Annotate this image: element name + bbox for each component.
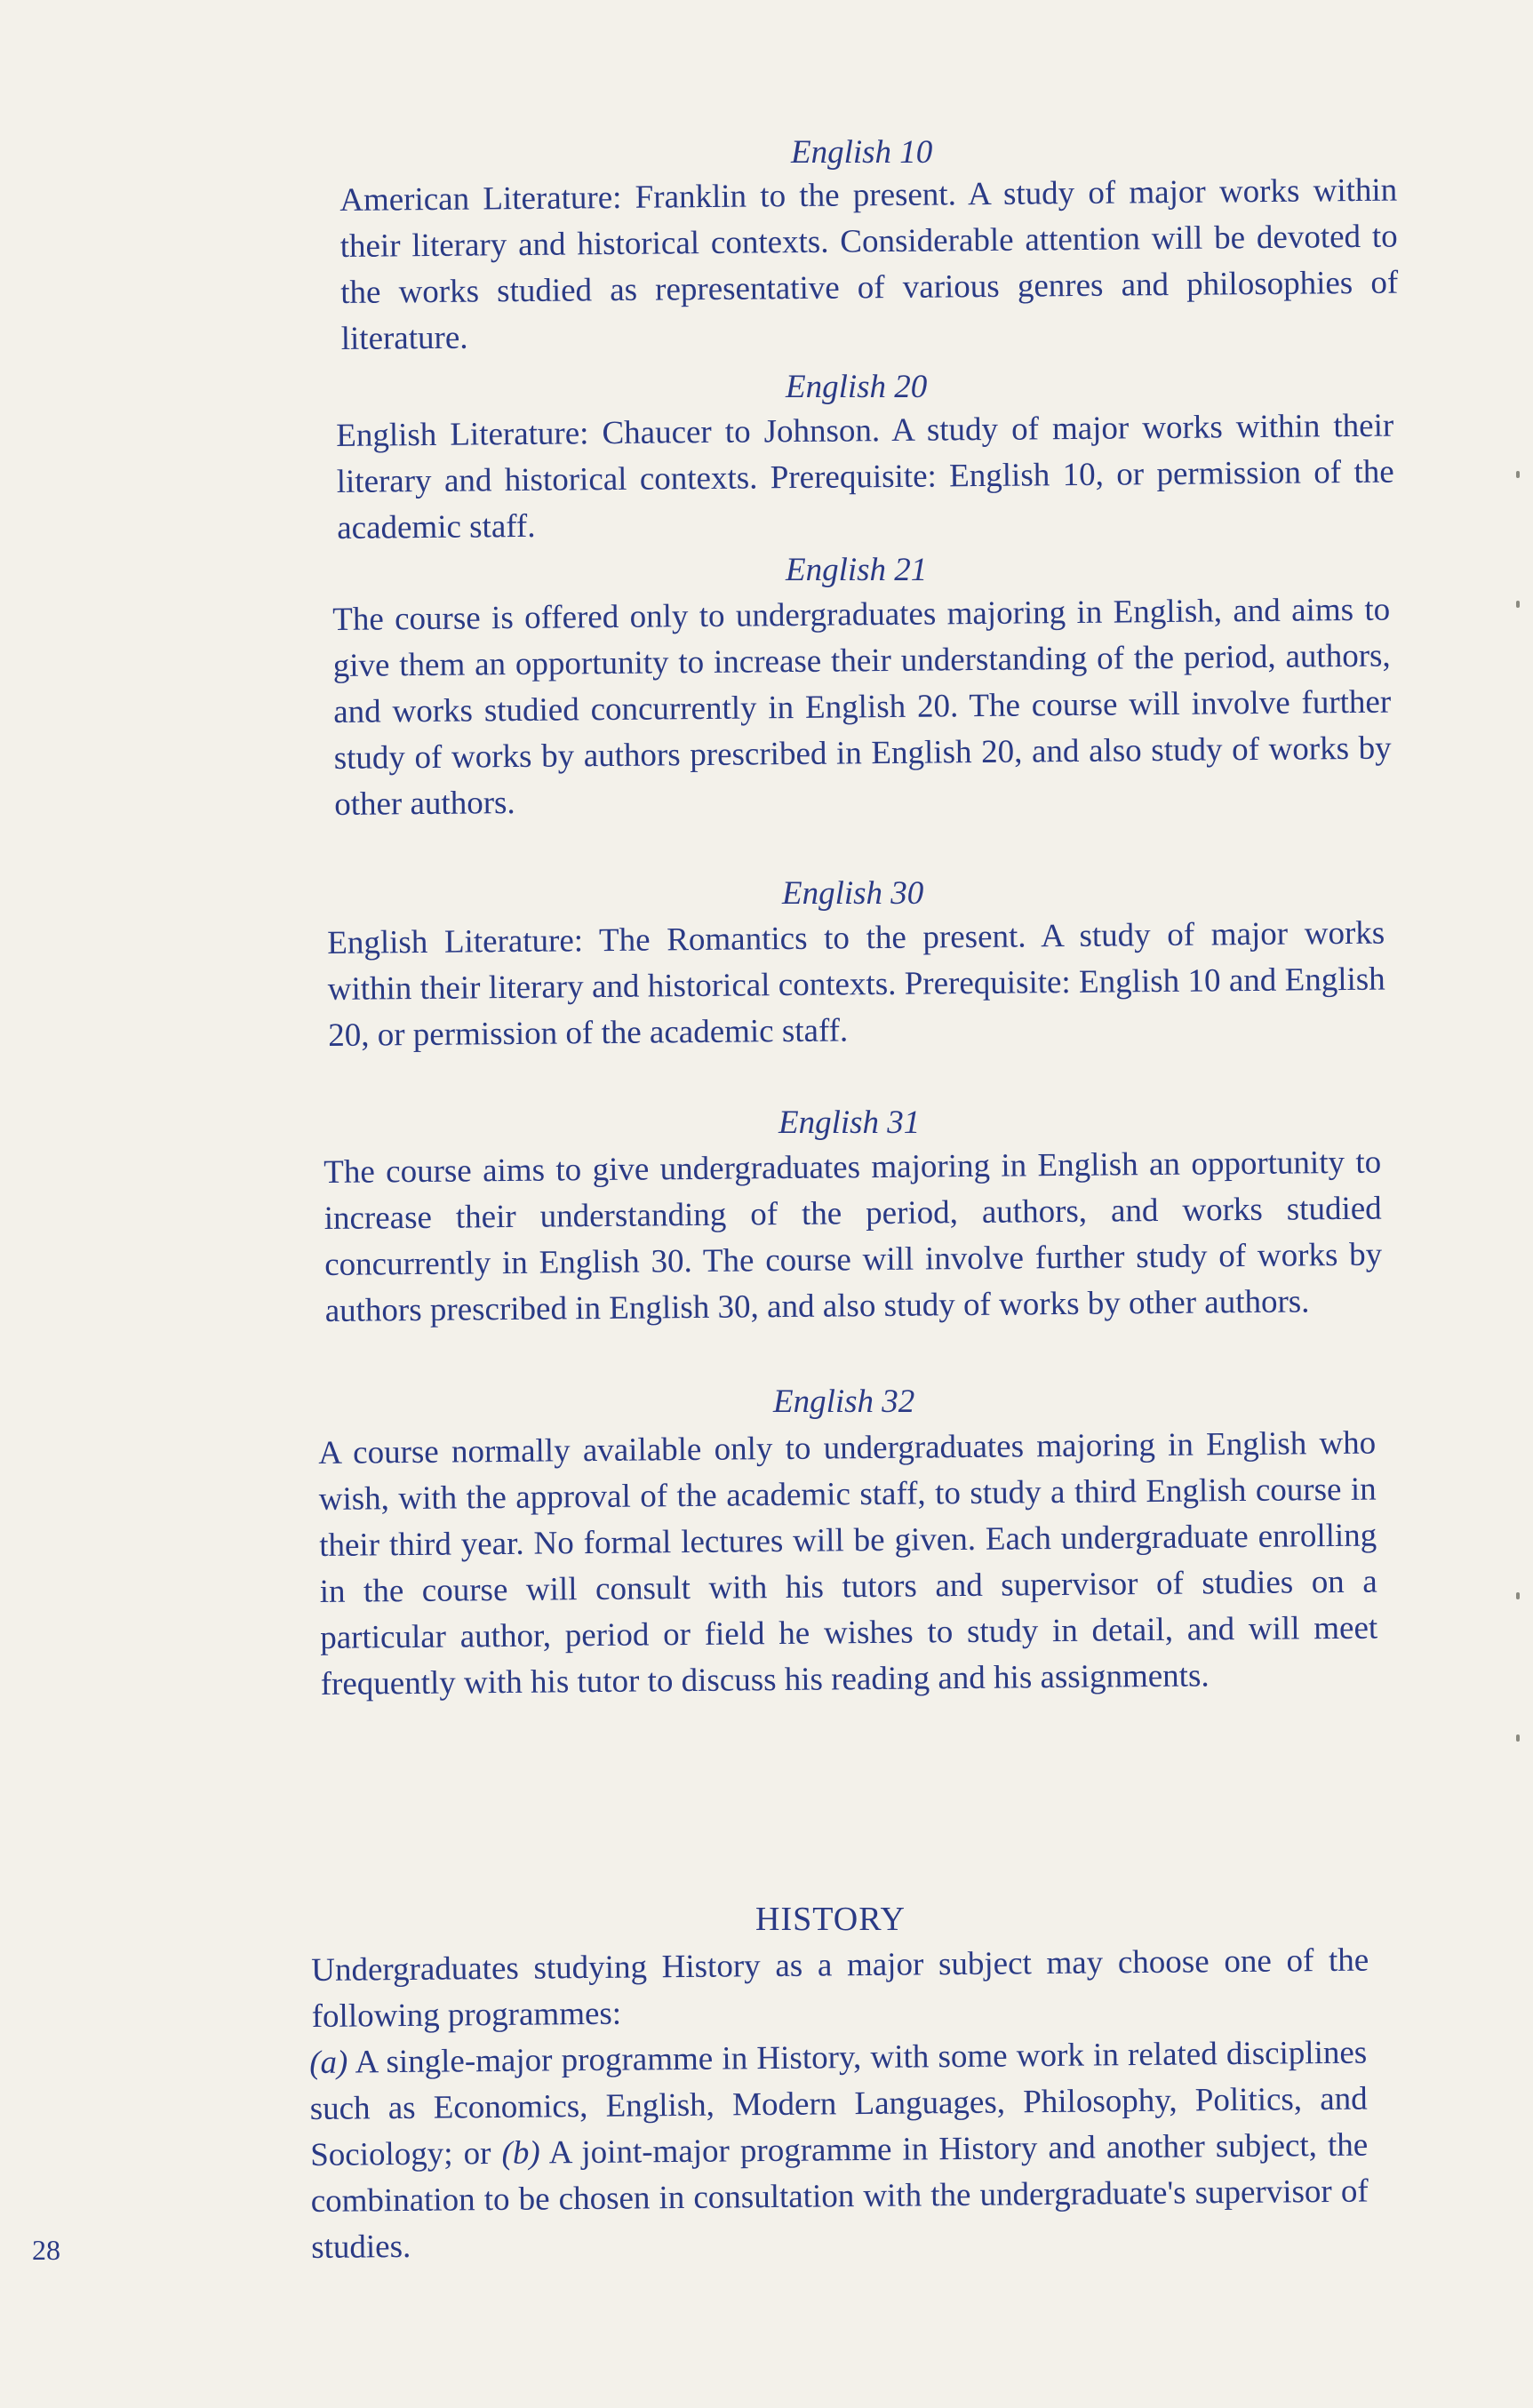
course-title-english-30: English 30 [782, 875, 924, 912]
scan-speck [1516, 601, 1520, 608]
option-b-label: (b) [501, 2134, 540, 2172]
course-description-english-30: English Literature: The Romantics to the present. A study of major works within their literary and historical contexts. Prerequisite: English 10 and English 20, or permission of the academic staff. [327, 914, 1385, 1054]
section-title-history: HISTORY [755, 1901, 906, 1938]
history-intro: Undergraduates studying History as a major subject may choose one of the following programmes: [311, 1942, 1369, 2035]
course-description-english-20: English Literature: Chaucer to Johnson. A study of major works within their literary and historical contexts. Prerequisite: English 10, or permission of the academic staff. [336, 407, 1394, 546]
course-title-english-10: English 10 [791, 134, 933, 171]
option-a-text: A single-major programme in History, with some work in related disciplines such as Economics, English, Modern Languages, Philosophy, Politics, and Sociology; or [309, 2034, 1368, 2173]
course-title-english-20: English 20 [786, 369, 928, 405]
course-title-english-32: English 32 [773, 1383, 915, 1420]
option-b-text: A joint-major programme in History and another subject, the combination to be chosen in consultation with the undergraduate's supervisor of studies. [310, 2126, 1369, 2266]
course-description-english-21: The course is offered only to undergraduates majoring in English, and aims to give them an opportunity to increase their understanding of the period, authors, and works studied concurrently in English 20. The course will involve further study of works by authors prescribed in English 20, and also study of works by other authors. [332, 591, 1392, 823]
page-number: 28 [32, 2234, 60, 2266]
scan-speck [1516, 471, 1520, 478]
course-title-english-31: English 31 [778, 1104, 921, 1141]
history-programme-options [309, 2030, 1369, 2271]
option-a-label: (a) [309, 2044, 348, 2081]
scan-speck [1516, 1592, 1520, 1599]
course-title-english-21: English 21 [786, 552, 928, 588]
course-description-english-10: American Literature: Franklin to the present. A study of major works within their literary and historical contexts. Considerable attention will be devoted to the works studied as representative of various genres and philosophies of literature. [339, 171, 1399, 357]
course-description-english-32: A course normally available only to undergraduates majoring in English who wish, with the approval of the academic staff, to study a third English course in their third year. No formal lectures will be given. Each undergraduate enrolling in the course will consult with his tutors and supervisor of studies on a particular author, period or field he wishes to study in detail, and will meet frequently with his tutor to discuss his reading and his assignments. [318, 1424, 1378, 1702]
scan-speck [1516, 1734, 1520, 1742]
course-description-english-31: The course aims to give undergraduates majoring in English an opportunity to increase their understanding of the period, authors, and works studied concurrently in English 30. The course will involve further study of works by authors prescribed in English 30, and also study of works by other authors. [323, 1144, 1383, 1329]
